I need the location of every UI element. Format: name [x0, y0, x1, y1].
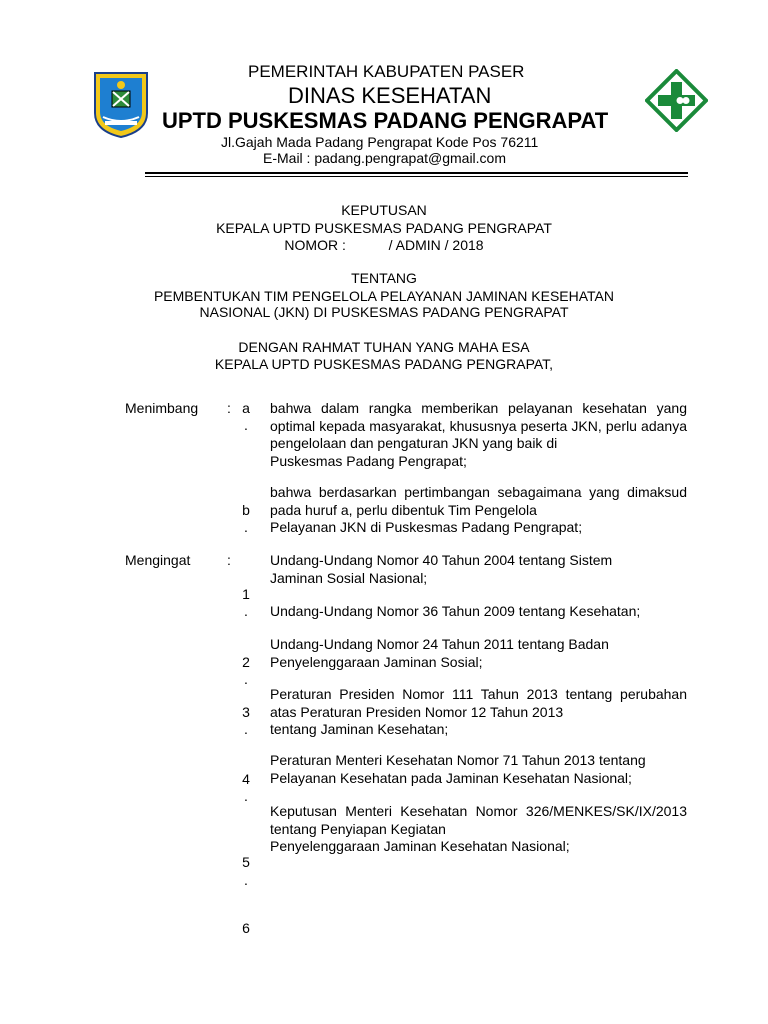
- mengingat-item-6: [270, 803, 687, 856]
- header-government: PEMERINTAH KABUPATEN PASER: [248, 62, 525, 81]
- menimbang-item-b: [270, 484, 687, 537]
- mengingat-item-4-last: tentang Jaminan Kesehatan;: [270, 721, 449, 737]
- header-address: Jl.Gajah Mada Padang Pengrapat Kode Pos 76211: [221, 134, 539, 150]
- mengingat-item-3-text: Undang-Undang Nomor 24 Tahun 2011 tentang Badan: [270, 636, 609, 652]
- header-agency: DINAS KESEHATAN: [288, 83, 492, 108]
- decree-subject-line2: NASIONAL (JKN) DI PUSKESMAS PADANG PENGRAPAT: [199, 304, 569, 320]
- mengingat-item-1: [270, 552, 687, 587]
- mengingat-item-3-last: Penyelenggaraan Jaminan Sosial;: [270, 653, 483, 670]
- mengingat-colon: :: [227, 552, 231, 568]
- mengingat-marker-1-dot: .: [244, 603, 248, 619]
- mengingat-item-4-text: Peraturan Presiden Nomor 111 Tahun 2013 tentang perubahan atas Peraturan Presiden Nomor 12 Tahun 2013: [270, 686, 687, 720]
- mengingat-item-1-last: Jaminan Sosial Nasional;: [270, 569, 428, 586]
- mengingat-item-5-text: Peraturan Menteri Kesehatan Nomor 71 Tahun 2013 tentang: [270, 752, 646, 768]
- mengingat-item-2: [270, 603, 687, 621]
- menimbang-marker-b: b: [242, 502, 250, 518]
- mengingat-item-4: [270, 686, 687, 739]
- menimbang-marker-a: a: [242, 400, 250, 416]
- menimbang-marker-a-dot: .: [244, 417, 248, 433]
- header-institution: UPTD PUSKESMAS PADANG PENGRAPAT: [162, 108, 609, 133]
- mengingat-marker-6: 6: [242, 920, 250, 936]
- menimbang-item-a-text: bahwa dalam rangka memberikan pelayanan kesehatan yang optimal kepada masyarakat, khususnya peserta JKN, perlu adanya pengelolaan dan pengaturan JKN yang baik di: [270, 400, 687, 451]
- mengingat-item-5: [270, 752, 687, 787]
- mengingat-marker-2: 2: [242, 654, 250, 670]
- header-rule-thick: [145, 172, 688, 174]
- tentang-label: TENTANG: [351, 270, 417, 286]
- menimbang-item-a-last: Puskesmas Padang Pengrapat;: [270, 452, 467, 469]
- grace-statement: DENGAN RAHMAT TUHAN YANG MAHA ESA: [238, 339, 530, 355]
- mengingat-item-5-last: Pelayanan Kesehatan pada Jaminan Kesehatan Nasional;: [270, 769, 632, 786]
- mengingat-item-1-text: Undang-Undang Nomor 40 Tahun 2004 tentang Sistem: [270, 552, 613, 568]
- menimbang-label: Menimbang: [125, 400, 199, 416]
- mengingat-item-2-last: Undang-Undang Nomor 36 Tahun 2009 tentang Kesehatan;: [270, 603, 641, 619]
- decree-subject-line1: PEMBENTUKAN TIM PENGELOLA PELAYANAN JAMINAN KESEHATAN: [153, 288, 615, 304]
- menimbang-colon: :: [227, 400, 231, 416]
- menimbang-item-b-last: Pelayanan JKN di Puskesmas Padang Pengrapat;: [270, 519, 583, 535]
- mengingat-marker-3-dot: .: [244, 721, 248, 737]
- kabupaten-paser-emblem: [91, 69, 151, 139]
- menimbang-item-b-text: bahwa berdasarkan pertimbangan sebagaimana yang dimaksud pada huruf a, perlu dibentuk Tim Pengelola: [270, 484, 687, 518]
- decree-label: KEPUTUSAN: [341, 202, 427, 218]
- mengingat-item-6-last: Penyelenggaraan Jaminan Kesehatan Nasional;: [270, 838, 570, 854]
- header-rule-thin: [145, 176, 688, 177]
- mengingat-marker-5: 5: [242, 854, 250, 870]
- puskesmas-logo: [645, 69, 708, 132]
- mengingat-marker-3: 3: [242, 704, 250, 720]
- header-email: E-Mail : padang.pengrapat@gmail.com: [263, 150, 507, 166]
- menimbang-item-a: [270, 400, 687, 470]
- mengingat-label: Mengingat: [125, 552, 191, 568]
- mengingat-item-6-text: Keputusan Menteri Kesehatan Nomor 326/MENKES/SK/IX/2013 tentang Penyiapan Kegiatan: [270, 803, 687, 837]
- decree-number: NOMOR : / ADMIN / 2018: [284, 237, 484, 253]
- mengingat-marker-4-dot: .: [244, 788, 248, 804]
- mengingat-marker-5-dot: .: [244, 872, 248, 888]
- menimbang-marker-b-dot: .: [244, 519, 248, 535]
- mengingat-marker-2-dot: .: [244, 671, 248, 687]
- mengingat-item-3: [270, 636, 687, 671]
- decree-issuer-signature-line: KEPALA UPTD PUSKESMAS PADANG PENGRAPAT,: [214, 356, 554, 372]
- mengingat-marker-1: 1: [242, 586, 250, 602]
- mengingat-marker-4: 4: [242, 771, 250, 787]
- decree-issuer: KEPALA UPTD PUSKESMAS PADANG PENGRAPAT: [216, 220, 552, 236]
